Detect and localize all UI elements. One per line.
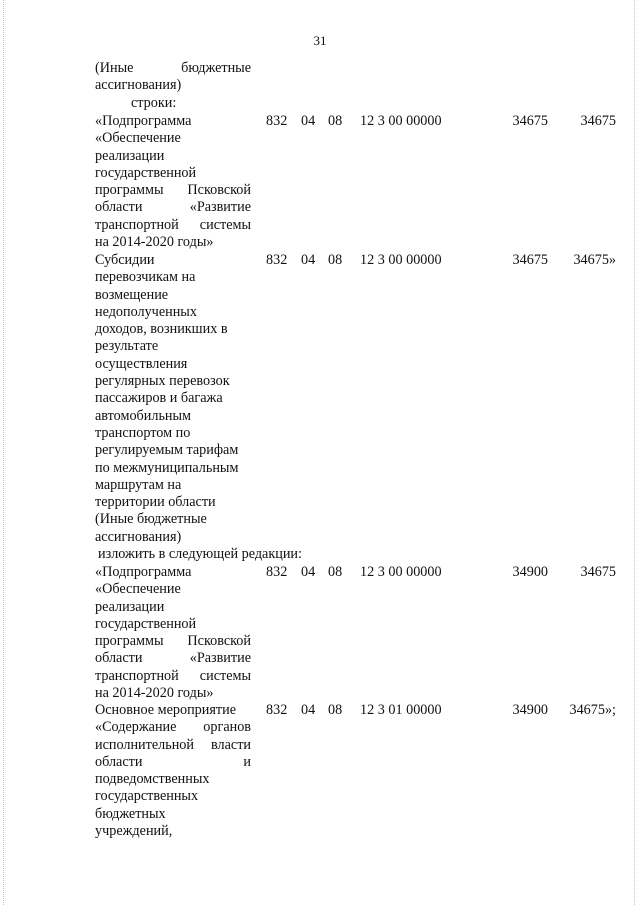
name-line: реализации <box>95 147 165 164</box>
instruction-new-edition: изложить в следующей редакции: <box>98 546 302 562</box>
name-line: государственной <box>95 164 197 181</box>
name-line: недополученных <box>95 303 197 320</box>
name-line: «Подпрограмма <box>95 564 192 580</box>
lead-line: ассигнования) <box>95 77 182 94</box>
name-line: «Содержание органов <box>95 719 251 736</box>
subsection-code: 08 <box>328 252 343 268</box>
amount-year-2: 34675 <box>580 113 616 129</box>
name-line: регулярных перевозок <box>95 373 230 390</box>
name-line: перевозчикам на <box>95 269 196 286</box>
row-name <box>95 252 251 546</box>
target-article-code: 12 3 00 00000 <box>360 113 442 129</box>
amount-year-1: 34675 <box>512 252 548 268</box>
name-line: транспортной системы <box>95 667 251 684</box>
page-number: 31 <box>313 33 327 48</box>
instruction-rows: строки: <box>131 95 177 111</box>
name-line: программы Псковской <box>95 633 251 650</box>
section-code: 04 <box>301 702 316 718</box>
name-line: области «Развитие <box>95 650 251 667</box>
name-line: программы Псковской <box>95 182 251 199</box>
target-article-code: 12 3 00 00000 <box>360 252 442 268</box>
amount-year-2: 34675» <box>573 252 616 268</box>
name-line: подведомственных <box>95 771 210 788</box>
row-name <box>95 702 251 840</box>
name-line: учреждений, <box>95 823 173 840</box>
name-line: пассажиров и багажа <box>95 390 223 407</box>
name-line: Основное мероприятие <box>95 702 236 718</box>
name-line: бюджетных <box>95 805 166 822</box>
name-line: государственных <box>95 788 199 805</box>
ministry-code: 832 <box>266 113 288 129</box>
target-article-code: 12 3 00 00000 <box>360 564 442 580</box>
name-line: доходов, возникших в <box>95 321 228 338</box>
name-line: результате <box>95 338 159 355</box>
name-line: «Обеспечение <box>95 130 181 147</box>
lead-block <box>95 60 251 95</box>
name-line: транспортной системы <box>95 216 251 233</box>
name-line: транспортом по <box>95 424 191 441</box>
subsection-code: 08 <box>328 564 343 580</box>
subsection-code: 08 <box>328 702 343 718</box>
name-line: на 2014-2020 годы» <box>95 234 214 251</box>
scan-edge-left <box>3 0 5 905</box>
name-line: исполнительной власти <box>95 736 251 753</box>
name-line: территории области <box>95 494 216 511</box>
name-line: области «Развитие <box>95 199 251 216</box>
row-name <box>95 113 251 251</box>
amount-year-1: 34675 <box>512 113 548 129</box>
name-line: (Иные бюджетные <box>95 511 207 528</box>
section-code: 04 <box>301 113 316 129</box>
name-line: возмещение <box>95 286 169 303</box>
lead-line: (Иные бюджетные <box>95 60 251 76</box>
name-line: маршрутам на <box>95 476 182 493</box>
name-line: реализации <box>95 598 165 615</box>
name-line: по межмуниципальным <box>95 459 239 476</box>
amount-year-1: 34900 <box>512 702 548 718</box>
name-line: ассигнования) <box>95 528 182 545</box>
ministry-code: 832 <box>266 564 288 580</box>
name-line: области и <box>95 753 251 770</box>
section-code: 04 <box>301 252 316 268</box>
ministry-code: 832 <box>266 702 288 718</box>
row-name <box>95 564 251 702</box>
amount-year-2: 34675»; <box>569 702 616 718</box>
ministry-code: 832 <box>266 252 288 268</box>
target-article-code: 12 3 01 00000 <box>360 702 442 718</box>
name-line: на 2014-2020 годы» <box>95 685 214 702</box>
name-line: регулируемым тарифам <box>95 442 239 459</box>
name-line: государственной <box>95 615 197 632</box>
scan-edge-right <box>634 0 636 905</box>
subsection-code: 08 <box>328 113 343 129</box>
name-line: «Обеспечение <box>95 581 181 598</box>
name-line: осуществления <box>95 355 188 372</box>
name-line: Субсидии <box>95 252 155 268</box>
section-code: 04 <box>301 564 316 580</box>
name-line: «Подпрограмма <box>95 113 192 129</box>
name-line: автомобильным <box>95 407 192 424</box>
amount-year-2: 34675 <box>580 564 616 580</box>
amount-year-1: 34900 <box>512 564 548 580</box>
